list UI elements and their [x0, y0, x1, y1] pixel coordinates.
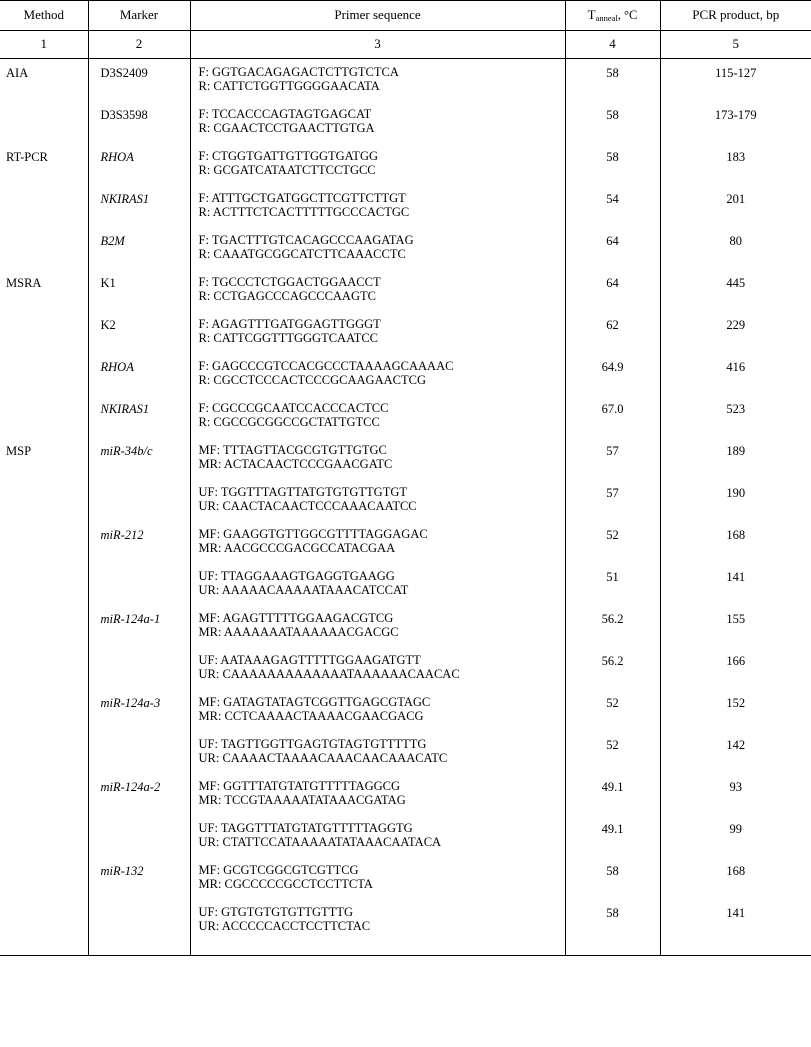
table-row — [0, 773, 811, 815]
cell-primer-sequence — [190, 143, 565, 185]
cell-pcr-product: 166 — [726, 654, 746, 668]
cell-primer-sequence — [190, 395, 565, 437]
cell-pcr-product: 168 — [726, 864, 746, 878]
cell-primer-sequence — [190, 521, 565, 563]
column-number-5: 5 — [660, 31, 811, 59]
primer-sequence-line: F: GGTGACAGAGACTCTTGTCTCA — [198, 65, 399, 79]
tanneal-symbol: T — [587, 7, 596, 22]
primer-sequence-line: MF: GATAGTATAGTCGGTTGAGCGTAGC — [198, 695, 431, 709]
primer-sequence-line: UF: TAGTTGGTTGAGTGTAGTGTTTTTG — [198, 737, 427, 751]
cell-method — [0, 857, 88, 899]
cell-annealing-temperature: 64 — [565, 227, 660, 269]
primer-sequence-line: F: AGAGTTTGATGGAGTTGGGT — [198, 317, 381, 331]
header-marker: Marker — [88, 1, 190, 31]
bottom-rule-cell — [0, 941, 88, 956]
table-row — [0, 647, 811, 689]
primer-sequence-line: MR: CCTCAAAACTAAAACGAACGACG — [198, 709, 424, 723]
cell-primer-sequence — [190, 353, 565, 395]
primer-sequence-line: UF: TAGGTTTATGTATGTTTTTAGGTG — [198, 821, 413, 835]
primer-sequence-line: MF: TTTAGTTACGCGTGTTGTGC — [198, 443, 387, 457]
cell-annealing-temperature: 57 — [565, 437, 660, 479]
cell-pcr-product: 141 — [726, 570, 746, 584]
cell-method — [0, 185, 88, 227]
cell-marker: B2M — [88, 227, 190, 269]
bottom-rule-cell — [190, 941, 565, 956]
cell-primer-sequence — [190, 185, 565, 227]
table-row — [0, 395, 811, 437]
primer-sequence-line: R: CATTCGGTTTGGGTCAATCC — [198, 331, 379, 345]
cell-marker: D3S3598 — [88, 101, 190, 143]
cell-primer-sequence — [190, 689, 565, 731]
cell-marker — [88, 731, 190, 773]
primer-sequence-line: UF: TGGTTTAGTTATGTGTGTTGTGT — [198, 485, 407, 499]
cell-annealing-temperature: 64 — [565, 269, 660, 311]
header-pcr-product: PCR product, bp — [660, 1, 811, 31]
cell-method — [0, 479, 88, 521]
table-row — [0, 605, 811, 647]
cell-annealing-temperature: 52 — [565, 521, 660, 563]
primer-sequence-line: UF: AATAAAGAGTTTTTGGAAGATGTT — [198, 653, 421, 667]
table-header — [0, 1, 811, 59]
cell-annealing-temperature: 51 — [565, 563, 660, 605]
table-row — [0, 59, 811, 102]
primer-sequence-line: R: CGCCTCCCACTCCCGCAAGAACTCG — [198, 373, 426, 387]
cell-pcr-product: 80 — [729, 234, 742, 248]
cell-pcr-product: 155 — [726, 612, 746, 626]
bottom-rule-cell — [88, 941, 190, 956]
cell-method — [0, 605, 88, 647]
cell-primer-sequence — [190, 731, 565, 773]
cell-annealing-temperature: 56.2 — [565, 605, 660, 647]
table-row — [0, 521, 811, 563]
primer-sequence-line: UR: CAAAAAAAAAAAAATAAAAAACAACAC — [198, 667, 460, 681]
cell-primer-sequence — [190, 101, 565, 143]
cell-pcr-product: 189 — [726, 444, 746, 458]
tanneal-unit: , °C — [617, 8, 638, 22]
cell-method: AIA — [0, 59, 88, 102]
primer-sequence-line: UF: TTAGGAAAGTGAGGTGAAGG — [198, 569, 395, 583]
cell-annealing-temperature: 52 — [565, 689, 660, 731]
table-row — [0, 143, 811, 185]
primer-sequence-line: UF: GTGTGTGTGTTGTTTG — [198, 905, 353, 919]
primer-sequence-line: MR: AAAAAAATAAAAAACGACGC — [198, 625, 399, 639]
column-number-row — [0, 31, 811, 59]
cell-pcr-product: 523 — [726, 402, 746, 416]
cell-annealing-temperature: 54 — [565, 185, 660, 227]
primer-sequence-line: UR: AAAAACAAAAATAAACATCCAT — [198, 583, 409, 597]
header-annealing-temperature — [565, 1, 660, 31]
cell-annealing-temperature: 58 — [565, 59, 660, 102]
cell-marker: NKIRAS1 — [88, 395, 190, 437]
column-number-2: 2 — [88, 31, 190, 59]
cell-primer-sequence — [190, 479, 565, 521]
cell-method — [0, 647, 88, 689]
cell-primer-sequence — [190, 227, 565, 269]
cell-primer-sequence — [190, 269, 565, 311]
cell-pcr-product: 93 — [729, 780, 742, 794]
cell-primer-sequence — [190, 857, 565, 899]
table-bottom-spacer — [0, 941, 811, 956]
cell-pcr-product: 190 — [726, 486, 746, 500]
header-primer-sequence: Primer sequence — [190, 1, 565, 31]
cell-pcr-product: 141 — [726, 906, 746, 920]
cell-marker: NKIRAS1 — [88, 185, 190, 227]
column-number-1: 1 — [0, 31, 88, 59]
primer-sequence-line: R: ACTTTCTCACTTTTTGCCCACTGC — [198, 205, 410, 219]
primer-sequence-line: R: CGAACTCCTGAACTTGTGA — [198, 121, 375, 135]
table-row — [0, 269, 811, 311]
primer-sequence-line: F: GAGCCCGTCCACGCCCTAAAAGCAAAAC — [198, 359, 454, 373]
table-row — [0, 227, 811, 269]
cell-marker — [88, 647, 190, 689]
column-number-4: 4 — [565, 31, 660, 59]
cell-annealing-temperature: 56.2 — [565, 647, 660, 689]
primer-sequence-line: UR: CAAAACTAAAACAAACAACAAACATC — [198, 751, 448, 765]
cell-primer-sequence — [190, 59, 565, 102]
cell-marker: RHOA — [88, 143, 190, 185]
header-row — [0, 1, 811, 31]
table-row — [0, 689, 811, 731]
primer-sequence-line: R: CATTCTGGTTGGGGAACATA — [198, 79, 380, 93]
cell-method — [0, 689, 88, 731]
primer-sequence-line: MF: AGAGTTTTTGGAAGACGTCG — [198, 611, 394, 625]
primer-sequence-line: R: CGCCGCGGCCGCTATTGTCC — [198, 415, 380, 429]
table-row — [0, 437, 811, 479]
cell-annealing-temperature: 58 — [565, 857, 660, 899]
table-row — [0, 731, 811, 773]
cell-annealing-temperature: 62 — [565, 311, 660, 353]
table-row — [0, 479, 811, 521]
primer-sequence-line: UR: CAACTACAACTCCCAAACAATCC — [198, 499, 417, 513]
cell-method — [0, 563, 88, 605]
cell-pcr-product: 115-127 — [715, 66, 757, 80]
cell-marker: miR-124a-1 — [88, 605, 190, 647]
cell-marker: miR-124a-3 — [88, 689, 190, 731]
cell-pcr-product: 229 — [726, 318, 746, 332]
cell-method — [0, 227, 88, 269]
cell-marker: miR-212 — [88, 521, 190, 563]
primer-sequence-line: MR: CGCCCCCGCCTCCTTCTA — [198, 877, 373, 891]
cell-method: MSRA — [0, 269, 88, 311]
cell-marker: miR-34b/c — [88, 437, 190, 479]
cell-primer-sequence — [190, 815, 565, 857]
primer-sequence-line: MR: AACGCCCGACGCCATACGAA — [198, 541, 396, 555]
cell-marker: RHOA — [88, 353, 190, 395]
cell-primer-sequence — [190, 437, 565, 479]
bottom-rule-cell — [660, 941, 811, 956]
cell-method — [0, 353, 88, 395]
cell-marker: miR-132 — [88, 857, 190, 899]
cell-pcr-product: 99 — [729, 822, 742, 836]
cell-marker: K1 — [88, 269, 190, 311]
table-row — [0, 815, 811, 857]
bottom-rule-cell — [565, 941, 660, 956]
cell-marker: D3S2409 — [88, 59, 190, 102]
primer-sequence-line: MR: TCCGTAAAAATATAAACGATAG — [198, 793, 406, 807]
primer-sequence-line: MF: GCGTCGGCGTCGTTCG — [198, 863, 359, 877]
cell-annealing-temperature: 49.1 — [565, 815, 660, 857]
primer-sequence-line: F: CTGGTGATTGTTGGTGATGG — [198, 149, 378, 163]
table-row — [0, 353, 811, 395]
cell-annealing-temperature: 49.1 — [565, 773, 660, 815]
primer-sequence-line: R: CCTGAGCCCAGCCCAAGTC — [198, 289, 376, 303]
cell-marker — [88, 479, 190, 521]
primer-sequence-line: F: TGCCCTCTGGACTGGAACCT — [198, 275, 381, 289]
cell-primer-sequence — [190, 311, 565, 353]
primer-sequence-line: MF: GGTTTATGTATGTTTTTAGGCG — [198, 779, 400, 793]
column-number-3: 3 — [190, 31, 565, 59]
primer-sequence-line: UR: CTATTCCATAAAAATATAAACAATACA — [198, 835, 442, 849]
table-row — [0, 857, 811, 899]
primer-sequence-line: R: CAAATGCGGCATCTTCAAACCTC — [198, 247, 406, 261]
cell-pcr-product: 152 — [726, 696, 746, 710]
cell-marker: miR-124a-2 — [88, 773, 190, 815]
primer-sequence-line: F: ATTTGCTGATGGCTTCGTTCTTGT — [198, 191, 406, 205]
cell-method — [0, 521, 88, 563]
cell-pcr-product: 183 — [726, 150, 746, 164]
cell-method — [0, 899, 88, 941]
table-body — [0, 59, 811, 956]
cell-primer-sequence — [190, 605, 565, 647]
cell-method — [0, 815, 88, 857]
cell-pcr-product: 173-179 — [714, 108, 757, 122]
primer-sequence-line: F: CGCCCGCAATCCACCCACTCC — [198, 401, 389, 415]
cell-method — [0, 395, 88, 437]
tanneal-subscript: anneal — [595, 13, 618, 23]
cell-primer-sequence — [190, 899, 565, 941]
primer-sequence-line: R: GCGATCATAATCTTCCTGCC — [198, 163, 376, 177]
cell-marker: K2 — [88, 311, 190, 353]
cell-primer-sequence — [190, 773, 565, 815]
cell-marker — [88, 563, 190, 605]
cell-method — [0, 101, 88, 143]
cell-annealing-temperature: 58 — [565, 899, 660, 941]
primer-sequence-line: MR: ACTACAACTCCCGAACGATC — [198, 457, 393, 471]
primer-sequence-line: UR: ACCCCCACCTCCTTCTAC — [198, 919, 371, 933]
table-row — [0, 899, 811, 941]
table-row — [0, 185, 811, 227]
cell-marker — [88, 899, 190, 941]
cell-pcr-product: 416 — [726, 360, 746, 374]
cell-pcr-product: 168 — [726, 528, 746, 542]
header-method: Method — [0, 1, 88, 31]
cell-method — [0, 773, 88, 815]
table-row — [0, 101, 811, 143]
cell-primer-sequence — [190, 563, 565, 605]
cell-annealing-temperature: 58 — [565, 101, 660, 143]
cell-annealing-temperature: 64.9 — [565, 353, 660, 395]
cell-method — [0, 731, 88, 773]
table-row — [0, 563, 811, 605]
cell-annealing-temperature: 67.0 — [565, 395, 660, 437]
cell-primer-sequence — [190, 647, 565, 689]
cell-annealing-temperature: 58 — [565, 143, 660, 185]
cell-annealing-temperature: 57 — [565, 479, 660, 521]
primer-sequence-line: MF: GAAGGTGTTGGCGTTTTAGGAGAC — [198, 527, 428, 541]
table-row — [0, 311, 811, 353]
cell-method: MSP — [0, 437, 88, 479]
cell-method: RT-PCR — [0, 143, 88, 185]
cell-marker — [88, 815, 190, 857]
primer-sequence-line: F: TGACTTTGTCACAGCCCAAGATAG — [198, 233, 414, 247]
cell-annealing-temperature: 52 — [565, 731, 660, 773]
cell-pcr-product: 201 — [726, 192, 746, 206]
cell-method — [0, 311, 88, 353]
primer-sequence-line: F: TCCACCCAGTAGTGAGCAT — [198, 107, 372, 121]
cell-pcr-product: 142 — [726, 738, 746, 752]
cell-pcr-product: 445 — [726, 276, 746, 290]
